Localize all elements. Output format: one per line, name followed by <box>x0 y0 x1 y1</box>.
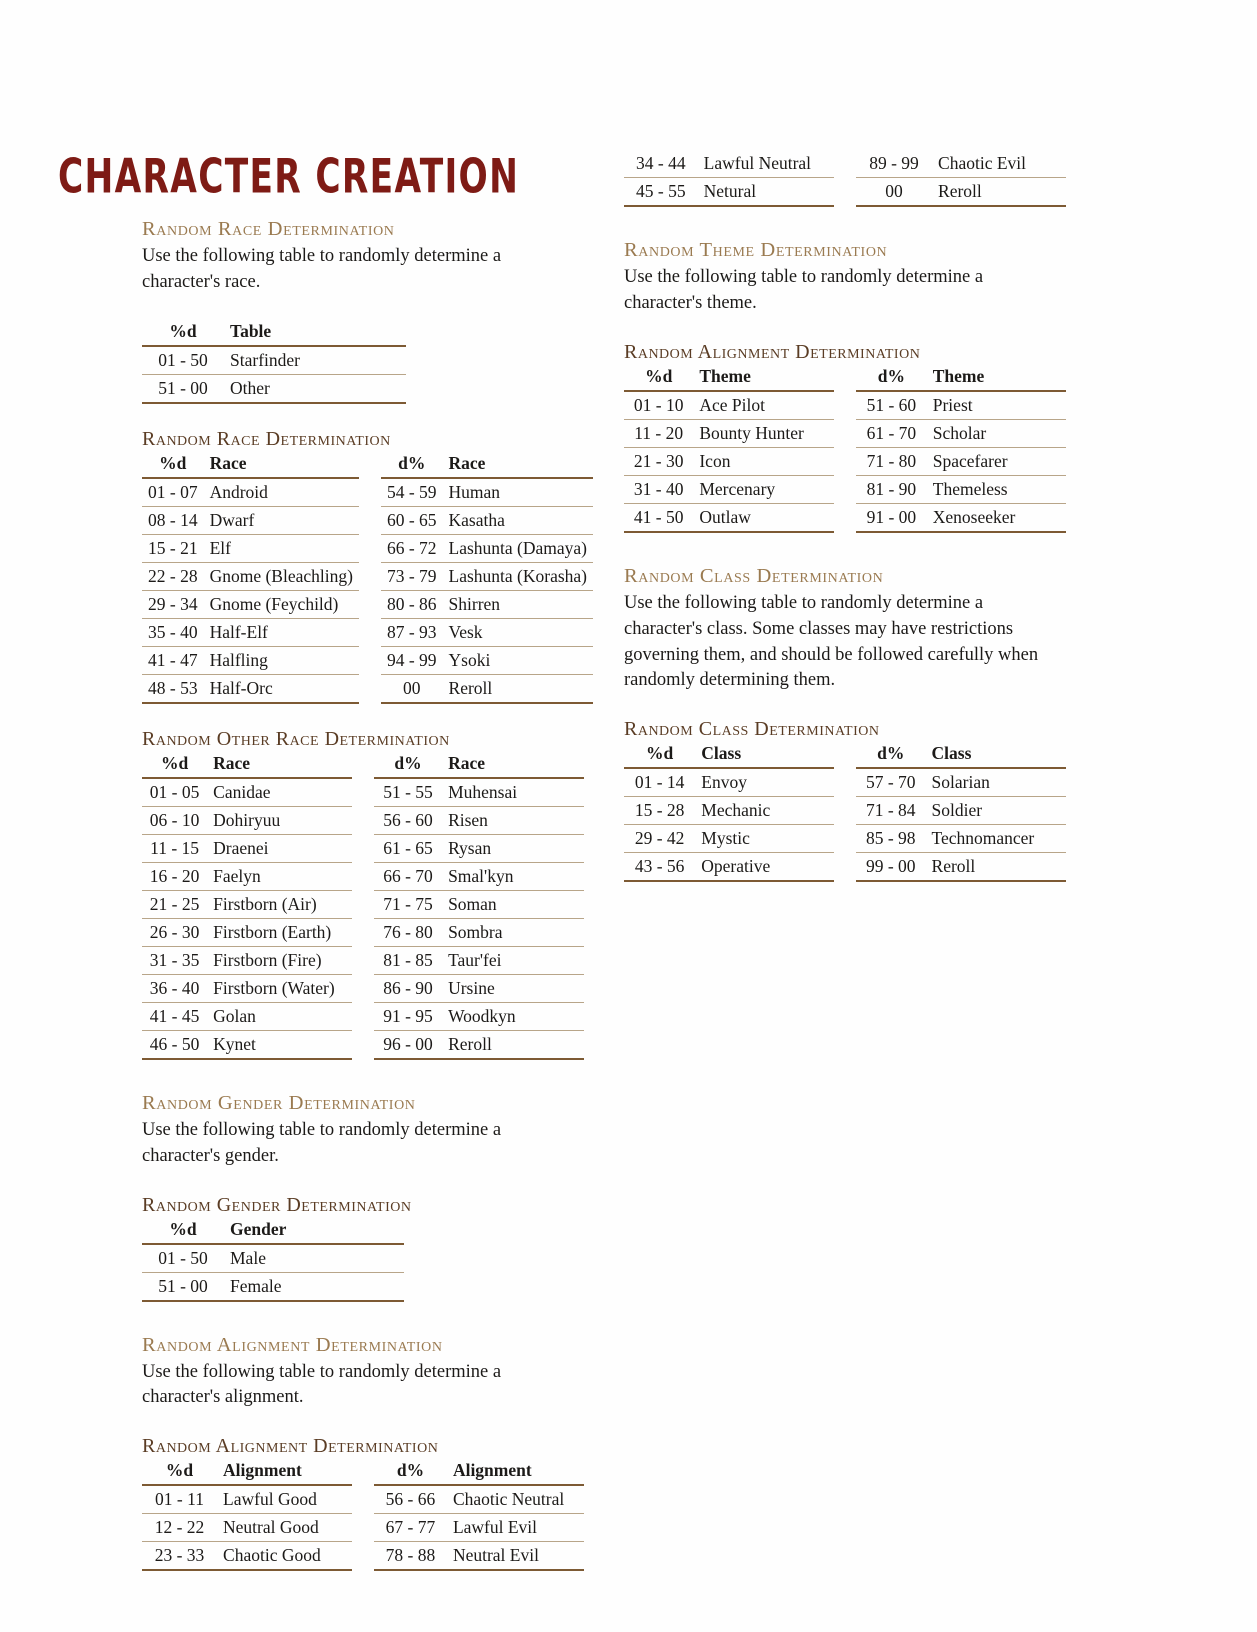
section-heading-random-theme: Random Theme Determination <box>624 239 888 261</box>
table-row <box>374 1542 584 1571</box>
cell-roll: 22 - 28 <box>142 562 204 590</box>
cell-value: Soldier <box>926 797 1066 825</box>
column-header-roll: %d <box>142 752 207 778</box>
cell-value: Taur'fei <box>442 946 584 974</box>
table-row <box>142 1030 352 1059</box>
cell-roll: 01 - 05 <box>142 778 207 807</box>
cell-roll: 51 - 55 <box>374 778 442 807</box>
column-header-roll: d% <box>856 365 927 391</box>
table-row <box>142 918 352 946</box>
cell-value: Half-Orc <box>204 674 359 703</box>
table-caption-other-race: Random Other Race Determination <box>142 727 450 750</box>
alignment-table-right-body <box>374 1485 584 1570</box>
column-header-theme: Theme <box>927 365 1066 391</box>
column-header-roll: %d <box>142 452 204 478</box>
cell-value: Halfling <box>204 646 359 674</box>
cell-value: Reroll <box>926 853 1066 882</box>
table-row <box>856 419 1066 447</box>
column-header-theme: Theme <box>693 365 834 391</box>
cell-roll: 45 - 55 <box>624 178 698 207</box>
table-row <box>381 646 593 674</box>
cell-value: Soman <box>442 890 584 918</box>
cell-roll: 01 - 50 <box>142 1244 224 1273</box>
table-row <box>856 503 1066 532</box>
cell-roll: 94 - 99 <box>381 646 443 674</box>
cell-value: Smal'kyn <box>442 862 584 890</box>
other-race-table-right <box>374 752 584 1060</box>
table-row <box>374 862 584 890</box>
alignment-continued-right-body <box>856 150 1066 206</box>
cell-roll: 91 - 95 <box>374 1002 442 1030</box>
cell-roll: 41 - 50 <box>624 503 693 532</box>
cell-roll: 66 - 70 <box>374 862 442 890</box>
cell-roll: 11 - 20 <box>624 419 693 447</box>
table-row <box>374 834 584 862</box>
table-row <box>624 797 834 825</box>
cell-value: Ursine <box>442 974 584 1002</box>
cell-value: Netural <box>698 178 834 207</box>
cell-value: Dwarf <box>204 506 359 534</box>
cell-value: Golan <box>207 1002 352 1030</box>
cell-roll: 91 - 00 <box>856 503 927 532</box>
cell-roll: 80 - 86 <box>381 590 443 618</box>
cell-value: Technomancer <box>926 825 1066 853</box>
cell-value: Chaotic Neutral <box>447 1485 584 1514</box>
cell-roll: 08 - 14 <box>142 506 204 534</box>
alignment-continued-left-body <box>624 150 834 206</box>
section-heading-random-alignment: Random Alignment Determination <box>142 1333 443 1356</box>
section-body-random-race: Use the following table to randomly determine a character's race. <box>142 246 502 292</box>
cell-roll: 57 - 70 <box>856 768 926 797</box>
table-row <box>856 447 1066 475</box>
table-row <box>624 447 834 475</box>
race-table-wrap <box>142 452 588 704</box>
class-table-right <box>856 742 1066 882</box>
cell-roll: 78 - 88 <box>374 1542 447 1571</box>
cell-value: Faelyn <box>207 862 352 890</box>
table-caption-race: Random Race Determination <box>142 427 391 450</box>
table-row <box>624 853 834 882</box>
cell-roll: 56 - 60 <box>374 806 442 834</box>
cell-value: Gnome (Bleachling) <box>204 562 359 590</box>
table-header-row <box>142 452 359 478</box>
cell-value: Elf <box>204 534 359 562</box>
cell-value: Envoy <box>695 768 834 797</box>
cell-value: Half-Elf <box>204 618 359 646</box>
section-heading-random-race: Random Race Determination <box>142 218 395 240</box>
class-table-right-body <box>856 768 1066 881</box>
cell-roll: 61 - 70 <box>856 419 927 447</box>
alignment-table-left <box>142 1459 352 1571</box>
cell-roll: 36 - 40 <box>142 974 207 1002</box>
cell-value: Firstborn (Air) <box>207 890 352 918</box>
cell-value: Female <box>224 1272 404 1301</box>
class-table-left <box>624 742 834 882</box>
table-header-row <box>374 752 584 778</box>
cell-roll: 01 - 10 <box>624 391 693 420</box>
alignment-table-wrap <box>142 1459 584 1571</box>
cell-roll: 99 - 00 <box>856 853 926 882</box>
table-row <box>624 503 834 532</box>
cell-roll: 31 - 40 <box>624 475 693 503</box>
table-row <box>624 475 834 503</box>
cell-roll: 87 - 93 <box>381 618 443 646</box>
theme-table-left-body <box>624 391 834 532</box>
cell-roll: 00 <box>381 674 443 703</box>
cell-value: Themeless <box>927 475 1066 503</box>
table-row <box>374 918 584 946</box>
cell-value: Reroll <box>932 178 1066 207</box>
section-body-random-theme: Use the following table to randomly determine a character's theme. <box>624 267 984 313</box>
other-race-table-wrap <box>142 752 584 1060</box>
cell-value: Neutral Good <box>217 1514 352 1542</box>
cell-roll: 29 - 34 <box>142 590 204 618</box>
column-header-gender: Gender <box>224 1218 404 1244</box>
table-row <box>142 346 406 375</box>
cell-roll: 31 - 35 <box>142 946 207 974</box>
cell-value: Xenoseeker <box>927 503 1066 532</box>
cell-value: Gnome (Feychild) <box>204 590 359 618</box>
cell-roll: 00 <box>856 178 932 207</box>
cell-roll: 48 - 53 <box>142 674 204 703</box>
cell-value: Rysan <box>442 834 584 862</box>
cell-roll: 01 - 14 <box>624 768 695 797</box>
cell-value: Spacefarer <box>927 447 1066 475</box>
column-header-roll: d% <box>381 452 443 478</box>
column-header-class: Class <box>695 742 834 768</box>
table-row <box>624 825 834 853</box>
cell-roll: 85 - 98 <box>856 825 926 853</box>
right-column <box>624 150 1066 882</box>
cell-roll: 61 - 65 <box>374 834 442 862</box>
cell-roll: 51 - 00 <box>142 1272 224 1301</box>
cell-value: Priest <box>927 391 1066 420</box>
column-header-race: Race <box>443 452 594 478</box>
table-row <box>856 178 1066 207</box>
table-row <box>374 946 584 974</box>
table-header-row <box>142 320 406 346</box>
table-row <box>374 1485 584 1514</box>
cell-roll: 76 - 80 <box>374 918 442 946</box>
cell-value: Lashunta (Damaya) <box>443 534 594 562</box>
table-row <box>374 806 584 834</box>
cell-roll: 16 - 20 <box>142 862 207 890</box>
cell-value: Chaotic Evil <box>932 150 1066 178</box>
table-row <box>624 768 834 797</box>
table-header-row <box>142 752 352 778</box>
table-row <box>374 974 584 1002</box>
table-header-row <box>381 452 593 478</box>
cell-roll: 96 - 00 <box>374 1030 442 1059</box>
cell-roll: 06 - 10 <box>142 806 207 834</box>
cell-value: Reroll <box>442 1030 584 1059</box>
theme-table-left <box>624 365 834 533</box>
table-row <box>142 890 352 918</box>
cell-roll: 11 - 15 <box>142 834 207 862</box>
table-row <box>142 478 359 507</box>
table-row <box>142 646 359 674</box>
cell-roll: 89 - 99 <box>856 150 932 178</box>
column-header-class: Class <box>926 742 1066 768</box>
cell-roll: 66 - 72 <box>381 534 443 562</box>
cell-roll: 01 - 11 <box>142 1485 217 1514</box>
table-row <box>856 391 1066 420</box>
cell-value: Dohiryuu <box>207 806 352 834</box>
column-header-roll: %d <box>624 742 695 768</box>
table-header-row <box>374 1459 584 1485</box>
section-body-random-alignment: Use the following table to randomly determine a character's alignment. <box>142 1361 502 1408</box>
table-header-row <box>856 365 1066 391</box>
alignment-table-right <box>374 1459 584 1571</box>
table-row <box>856 797 1066 825</box>
column-header-race: Race <box>207 752 352 778</box>
table-row <box>624 150 834 178</box>
table-row <box>381 562 593 590</box>
cell-roll: 81 - 90 <box>856 475 927 503</box>
column-header-roll: d% <box>374 1459 447 1485</box>
cell-value: Risen <box>442 806 584 834</box>
column-header-roll: %d <box>142 1459 217 1485</box>
column-header-race: Race <box>442 752 584 778</box>
cell-value: Human <box>443 478 594 507</box>
cell-value: Bounty Hunter <box>693 419 834 447</box>
cell-roll: 60 - 65 <box>381 506 443 534</box>
table-row <box>856 475 1066 503</box>
theme-table-right-body <box>856 391 1066 532</box>
cell-roll: 23 - 33 <box>142 1542 217 1571</box>
table-row <box>381 478 593 507</box>
other-race-table-right-body <box>374 778 584 1059</box>
section-body-random-class: Use the following table to randomly determine a character's class. Some classes may have restrictions governing them, and should be followed carefully when randomly determining them. <box>624 592 1039 691</box>
cell-value: Scholar <box>927 419 1066 447</box>
table-row <box>856 150 1066 178</box>
race-table-left <box>142 452 359 704</box>
class-table-left-body <box>624 768 834 881</box>
theme-table-right <box>856 365 1066 533</box>
cell-value: Icon <box>693 447 834 475</box>
cell-value: Chaotic Good <box>217 1542 352 1571</box>
column-header-roll: d% <box>374 752 442 778</box>
cell-value: Male <box>224 1244 404 1273</box>
table-row <box>381 534 593 562</box>
table-row <box>142 862 352 890</box>
table-caption-alignment: Random Alignment Determination <box>142 1435 439 1458</box>
table-row <box>624 178 834 207</box>
table-row <box>856 825 1066 853</box>
cell-value: Firstborn (Water) <box>207 974 352 1002</box>
cell-roll: 73 - 79 <box>381 562 443 590</box>
table-header-row <box>624 365 834 391</box>
table-row <box>142 1272 404 1301</box>
cell-roll: 21 - 25 <box>142 890 207 918</box>
cell-value: Draenei <box>207 834 352 862</box>
cell-roll: 29 - 42 <box>624 825 695 853</box>
cell-roll: 26 - 30 <box>142 918 207 946</box>
table-row <box>374 1514 584 1542</box>
column-header-table: Table <box>224 320 406 346</box>
theme-table-wrap <box>624 365 1066 533</box>
race-table-right-body <box>381 478 593 703</box>
table-header-row <box>142 1459 352 1485</box>
cell-roll: 35 - 40 <box>142 618 204 646</box>
column-header-alignment: Alignment <box>447 1459 584 1485</box>
cell-roll: 21 - 30 <box>624 447 693 475</box>
table-row <box>142 1485 352 1514</box>
cell-value: Muhensai <box>442 778 584 807</box>
cell-roll: 12 - 22 <box>142 1514 217 1542</box>
race-table-right <box>381 452 593 704</box>
cell-value: Ysoki <box>443 646 594 674</box>
cell-value: Firstborn (Fire) <box>207 946 352 974</box>
table-row <box>856 853 1066 882</box>
table-row <box>142 778 352 807</box>
cell-value: Lashunta (Korasha) <box>443 562 594 590</box>
cell-roll: 46 - 50 <box>142 1030 207 1059</box>
cell-value: Reroll <box>443 674 594 703</box>
table-row <box>624 419 834 447</box>
table-row <box>381 618 593 646</box>
cell-roll: 67 - 77 <box>374 1514 447 1542</box>
cell-value: Android <box>204 478 359 507</box>
table-row <box>142 562 359 590</box>
cell-value: Mercenary <box>693 475 834 503</box>
table-header-row <box>624 742 834 768</box>
table-caption-gender: Random Gender Determination <box>142 1193 412 1216</box>
other-race-table-left <box>142 752 352 1060</box>
table-row <box>856 768 1066 797</box>
table-row <box>142 834 352 862</box>
cell-value: Vesk <box>443 618 594 646</box>
table-caption-theme: Random Alignment Determination <box>624 340 921 363</box>
cell-roll: 51 - 60 <box>856 391 927 420</box>
cell-roll: 71 - 84 <box>856 797 926 825</box>
cell-value: Other <box>224 374 406 403</box>
cell-value: Starfinder <box>224 346 406 375</box>
cell-roll: 41 - 45 <box>142 1002 207 1030</box>
cell-value: Outlaw <box>693 503 834 532</box>
table-row <box>381 590 593 618</box>
cell-roll: 71 - 80 <box>856 447 927 475</box>
cell-roll: 56 - 66 <box>374 1485 447 1514</box>
left-column <box>142 218 588 1571</box>
table-row <box>374 890 584 918</box>
table-caption-class: Random Class Determination <box>624 718 880 741</box>
cell-value: Sombra <box>442 918 584 946</box>
section-heading-random-gender: Random Gender Determination <box>142 1091 416 1114</box>
table-row <box>142 1244 404 1273</box>
cell-value: Mystic <box>695 825 834 853</box>
alignment-table-left-body <box>142 1485 352 1570</box>
table-header-row <box>856 742 1066 768</box>
gender-table-body <box>142 1244 404 1301</box>
cell-roll: 41 - 47 <box>142 646 204 674</box>
column-header-roll: %d <box>142 320 224 346</box>
gender-table <box>142 1218 404 1302</box>
cell-value: Ace Pilot <box>693 391 834 420</box>
table-row <box>142 618 359 646</box>
alignment-table-continued-wrap <box>624 150 1066 207</box>
column-header-roll: %d <box>624 365 693 391</box>
table-row <box>142 1002 352 1030</box>
table-row <box>374 778 584 807</box>
table-header-row <box>142 1218 404 1244</box>
cell-roll: 15 - 28 <box>624 797 695 825</box>
section-body-random-gender: Use the following table to randomly determine a character's gender. <box>142 1119 502 1166</box>
cell-value: Operative <box>695 853 834 882</box>
table-row <box>381 506 593 534</box>
cell-roll: 15 - 21 <box>142 534 204 562</box>
table-row <box>142 674 359 703</box>
cell-value: Shirren <box>443 590 594 618</box>
race-select-table <box>142 320 406 404</box>
gender-table-wrap <box>142 1218 584 1302</box>
cell-roll: 86 - 90 <box>374 974 442 1002</box>
race-select-table-body <box>142 346 406 403</box>
table-row <box>142 590 359 618</box>
cell-value: Kasatha <box>443 506 594 534</box>
cell-roll: 01 - 50 <box>142 346 224 375</box>
cell-roll: 43 - 56 <box>624 853 695 882</box>
page-title: CHARACTER CREATION <box>58 150 520 205</box>
column-header-race: Race <box>204 452 359 478</box>
cell-value: Mechanic <box>695 797 834 825</box>
table-row <box>381 674 593 703</box>
cell-value: Woodkyn <box>442 1002 584 1030</box>
table-row <box>374 1030 584 1059</box>
column-header-alignment: Alignment <box>217 1459 352 1485</box>
class-table-wrap <box>624 742 1066 882</box>
cell-value: Solarian <box>926 768 1066 797</box>
table-row <box>142 974 352 1002</box>
cell-value: Kynet <box>207 1030 352 1059</box>
section-heading-random-class: Random Class Determination <box>624 564 884 587</box>
cell-roll: 51 - 00 <box>142 374 224 403</box>
cell-roll: 54 - 59 <box>381 478 443 507</box>
cell-value: Firstborn (Earth) <box>207 918 352 946</box>
table-row <box>142 806 352 834</box>
cell-value: Neutral Evil <box>447 1542 584 1571</box>
table-row <box>142 1542 352 1571</box>
cell-roll: 01 - 07 <box>142 478 204 507</box>
race-table-left-body <box>142 478 359 703</box>
cell-value: Canidae <box>207 778 352 807</box>
table-row <box>142 506 359 534</box>
column-header-roll: %d <box>142 1218 224 1244</box>
table-row <box>374 1002 584 1030</box>
cell-value: Lawful Evil <box>447 1514 584 1542</box>
race-select-table-wrap <box>142 320 584 404</box>
alignment-table-continued-left <box>624 150 834 207</box>
cell-value: Lawful Neutral <box>698 150 834 178</box>
column-header-roll: d% <box>856 742 926 768</box>
other-race-table-left-body <box>142 778 352 1059</box>
cell-roll: 81 - 85 <box>374 946 442 974</box>
table-row <box>142 374 406 403</box>
cell-roll: 71 - 75 <box>374 890 442 918</box>
alignment-table-continued-right <box>856 150 1066 207</box>
table-row <box>142 534 359 562</box>
table-row <box>624 391 834 420</box>
table-row <box>142 946 352 974</box>
cell-roll: 34 - 44 <box>624 150 698 178</box>
table-row <box>142 1514 352 1542</box>
cell-value: Lawful Good <box>217 1485 352 1514</box>
